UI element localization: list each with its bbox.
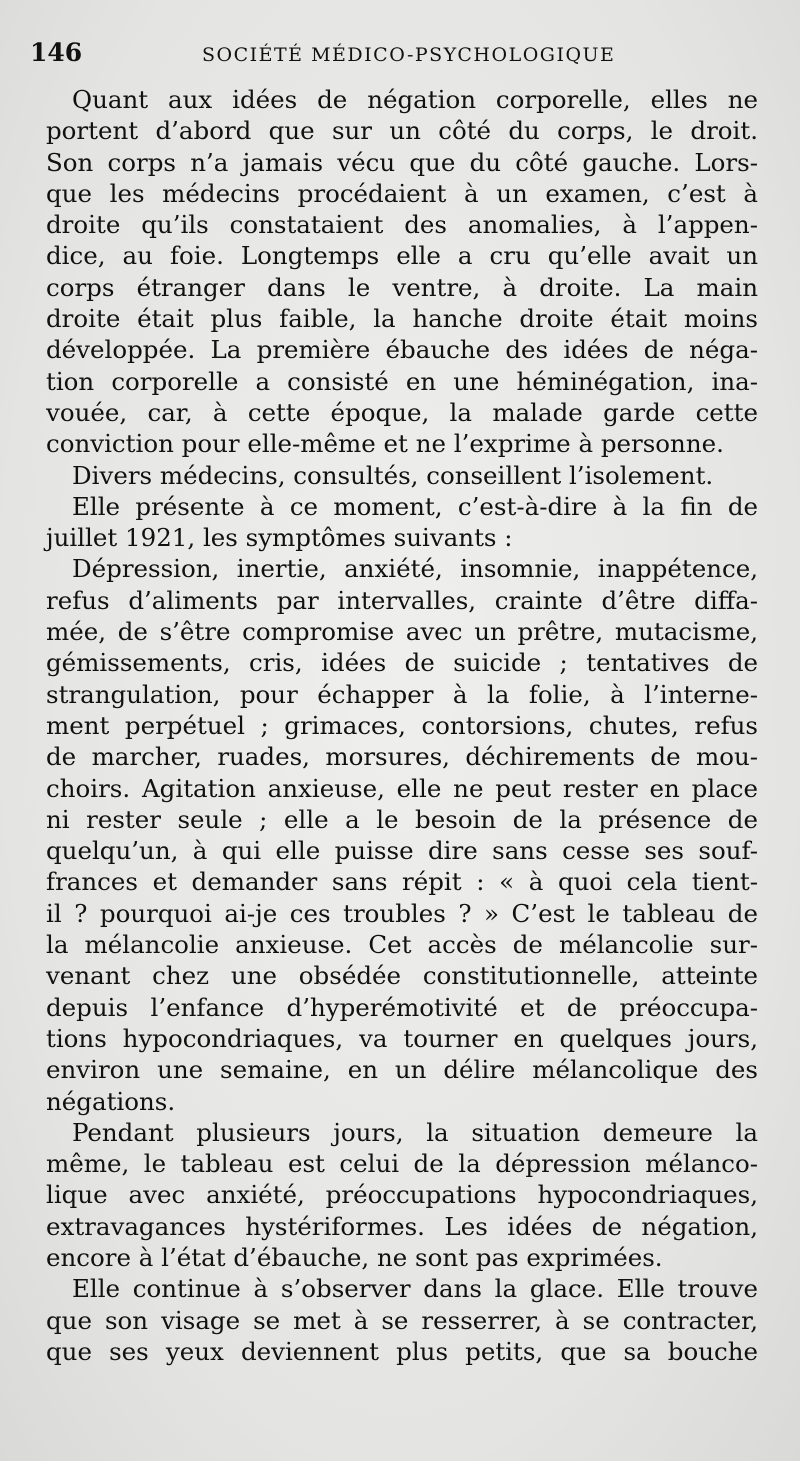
- text-line: gémissements, cris, idées de suicide ; tentatives de: [46, 648, 758, 678]
- text-line: que ses yeux deviennent plus petits, que sa bouche: [46, 1336, 758, 1366]
- text-line: juillet 1921, les symptômes suivants :: [46, 523, 513, 553]
- text-line: que son visage se met à se resserrer, à se contracter,: [46, 1305, 758, 1335]
- text-line: ni rester seule ; elle a le besoin de la présence de: [46, 804, 758, 834]
- text-line: refus d’aliments par intervalles, crainte d’être diffa-: [46, 585, 758, 615]
- page-number: 146: [30, 38, 83, 67]
- text-line: conviction pour elle-même et ne l’exprime à personne.: [46, 429, 724, 459]
- text-line: il ? pourquoi ai-je ces troubles ? » C’est le tableau de: [46, 898, 758, 928]
- text-line: Elle présente à ce moment, c’est-à-dire à la fin de: [72, 491, 758, 521]
- text-line: environ une semaine, en un délire mélancolique des: [46, 1055, 758, 1085]
- text-line: portent d’abord que sur un côté du corps, le droit.: [46, 116, 758, 146]
- text-line: depuis l’enfance d’hyperémotivité et de préoccupa-: [46, 992, 758, 1022]
- text-line: négations.: [46, 1086, 176, 1116]
- text-line: dice, au foie. Longtemps elle a cru qu’elle avait un: [46, 241, 758, 271]
- text-line: vouée, car, à cette époque, la malade garde cette: [46, 397, 758, 427]
- text-line: même, le tableau est celui de la dépression mélanco-: [46, 1149, 758, 1179]
- text-line: droite était plus faible, la hanche droite était moins: [46, 304, 758, 334]
- text-line: Son corps n’a jamais vécu que du côté gauche. Lors-: [46, 147, 758, 177]
- text-line: venant chez une obsédée constitutionnelle, atteinte: [46, 961, 758, 991]
- text-line: Elle continue à s’observer dans la glace. Elle trouve: [72, 1274, 758, 1304]
- body-text: [46, 84, 758, 1367]
- text-line: Pendant plusieurs jours, la situation demeure la: [72, 1117, 758, 1147]
- text-line: lique avec anxiété, préoccupations hypocondriaques,: [46, 1180, 758, 1210]
- text-line: ment perpétuel ; grimaces, contorsions, chutes, refus: [46, 710, 758, 740]
- text-line: corps étranger dans le ventre, à droite. La main: [46, 272, 758, 302]
- text-line: extravagances hystériformes. Les idées de négation,: [46, 1211, 758, 1241]
- text-line: tion corporelle a consisté en une héminégation, ina-: [46, 366, 758, 396]
- running-head: SOCIÉTÉ MÉDICO-PSYCHOLOGIQUE: [202, 44, 616, 66]
- text-line: choirs. Agitation anxieuse, elle ne peut rester en place: [46, 773, 758, 803]
- text-line: la mélancolie anxieuse. Cet accès de mélancolie sur-: [46, 930, 758, 960]
- text-line: Quant aux idées de négation corporelle, elles ne: [72, 85, 758, 114]
- text-line: Divers médecins, consultés, conseillent l’isolement.: [72, 460, 714, 490]
- page-header: [30, 38, 770, 68]
- text-line: droite qu’ils constataient des anomalies, à l’appen-: [46, 210, 758, 240]
- text-line: encore à l’état d’ébauche, ne sont pas exprimées.: [46, 1242, 663, 1272]
- text-line: de marcher, ruades, morsures, déchirements de mou-: [46, 742, 758, 772]
- text-line: frances et demander sans répit : « à quoi cela tient-: [46, 867, 758, 897]
- text-line: Dépression, inertie, anxiété, insomnie, inappétence,: [72, 554, 758, 584]
- text-line: strangulation, pour échapper à la folie, à l’interne-: [46, 679, 758, 709]
- text-line: que les médecins procédaient à un examen, c’est à: [46, 178, 758, 208]
- text-line: développée. La première ébauche des idées de néga-: [46, 335, 758, 365]
- text-line: mée, de s’être compromise avec un prêtre, mutacisme,: [46, 617, 758, 647]
- text-line: quelqu’un, à qui elle puisse dire sans cesse ses souf-: [46, 836, 758, 866]
- text-line: tions hypocondriaques, va tourner en quelques jours,: [46, 1023, 758, 1053]
